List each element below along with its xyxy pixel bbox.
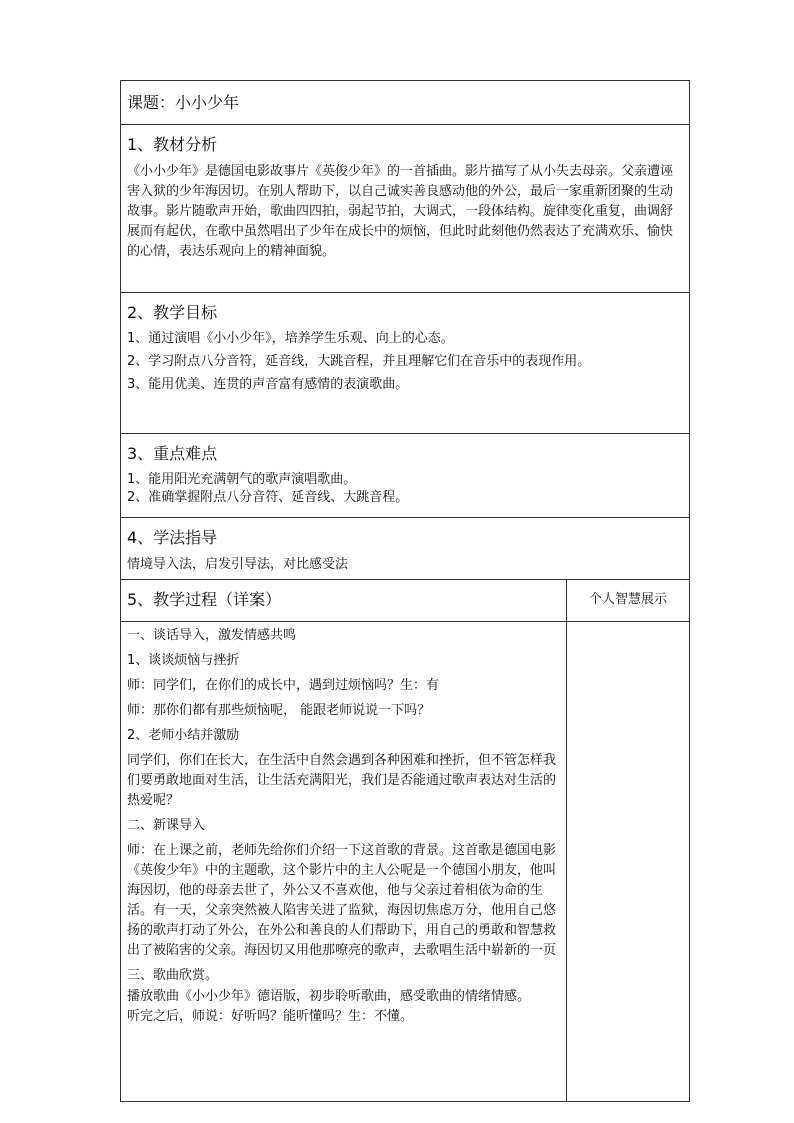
process-line: 师：同学们，在你们的成长中，遇到过烦恼吗？生：有 (127, 678, 440, 693)
process-line: 2、老师小结并激励 (127, 728, 240, 743)
list-item: 1、通过演唱《小小少年》，培养学生乐观、向上的心态。 (127, 331, 454, 346)
side-heading: 个人智慧展示 (589, 592, 668, 607)
process-body-cell (121, 622, 567, 1102)
process-heading-cell (121, 580, 567, 622)
process-line: 二、新课导入 (127, 818, 206, 833)
section-heading: 1、教材分析 (127, 135, 218, 154)
lesson-title-cell (121, 81, 690, 125)
process-paragraph: 同学们，你们在长大，在生活中自然会遇到各种困难和挫折，但不管怎样我们要勇敢地面对生活，让生活充满阳光，我们是否能通过歌声表达对生活的热爱呢？ (127, 753, 557, 808)
process-paragraph: 听完之后，师说：好听吗？能听懂吗？生：不懂。 (127, 1009, 414, 1024)
lesson-title: 课题：小小少年 (127, 93, 240, 112)
side-notes-cell (567, 622, 690, 1102)
section-material-analysis (121, 125, 690, 293)
process-line: 一、谈话导入，激发情感共鸣 (127, 628, 297, 643)
section-study-method (121, 518, 690, 580)
list-item: 3、能用优美、连贯的声音富有感情的表演歌曲。 (127, 377, 409, 392)
section-heading: 3、重点难点 (127, 444, 218, 463)
section-teaching-goals (121, 293, 690, 434)
section-heading: 5、教学过程（详案） (127, 590, 282, 609)
side-heading-cell (567, 580, 690, 622)
process-line: 三、歌曲欣赏。 (127, 968, 219, 983)
section-paragraph: 情境导入法，启发引导法，对比感受法 (127, 557, 349, 572)
list-item: 1、能用阳光充满朝气的歌声演唱歌曲。 (127, 472, 357, 487)
process-paragraph: 师：在上课之前，老师先给你们介绍一下这首歌的背景。这首歌是德国电影《英俊少年》中的主题歌，这个影片中的主人公呢是一个德国小朋友，他叫海因切，他的母亲去世了，外公又不喜欢他，他与父亲过着相依为命的生活。有一天，父亲突然被人陷害关进了监狱，海因切焦虑万分，他用自己悠扬的歌声打动了外公，在外公和善良的人们帮助下，用自己的勇敢和智慧救出了被陷害的父亲。海因切又用他那嘹亮的歌声，去歌唱生活中崭新的一页 (127, 843, 557, 958)
section-key-points (121, 434, 690, 518)
list-item: 2、准确掌握附点八分音符、延音线、大跳音程。 (127, 490, 409, 505)
section-heading: 2、教学目标 (127, 303, 218, 322)
section-heading: 4、学法指导 (127, 528, 218, 547)
process-line: 1、谈谈烦恼与挫折 (127, 653, 240, 668)
lesson-plan-table (120, 80, 690, 1102)
section-paragraph: 《小小少年》是德国电影故事片《英俊少年》的一首插曲。影片描写了从小失去母亲。父亲遭诬害入狱的少年海因切。在别人帮助下，以自己诚实善良感动他的外公，最后一家重新团聚的生动故事。影片随歌声开始，歌曲四四拍，弱起节拍，大调式，一段体结构。旋律变化重复，曲调舒展而有起伏，在歌中虽然唱出了少年在成长中的烦恼，但此时此刻他仍然表达了充满欢乐、愉快的心情，表达乐观向上的精神面貌。 (127, 164, 674, 259)
process-line: 师：那你们都有那些烦恼呢， 能跟老师说说一下吗？ (127, 703, 431, 718)
process-paragraph: 播放歌曲《小小少年》德语版，初步聆听歌曲，感受歌曲的情绪情感。 (127, 989, 531, 1004)
list-item: 2、学习附点八分音符，延音线，大跳音程，并且理解它们在音乐中的表现作用。 (127, 354, 591, 369)
